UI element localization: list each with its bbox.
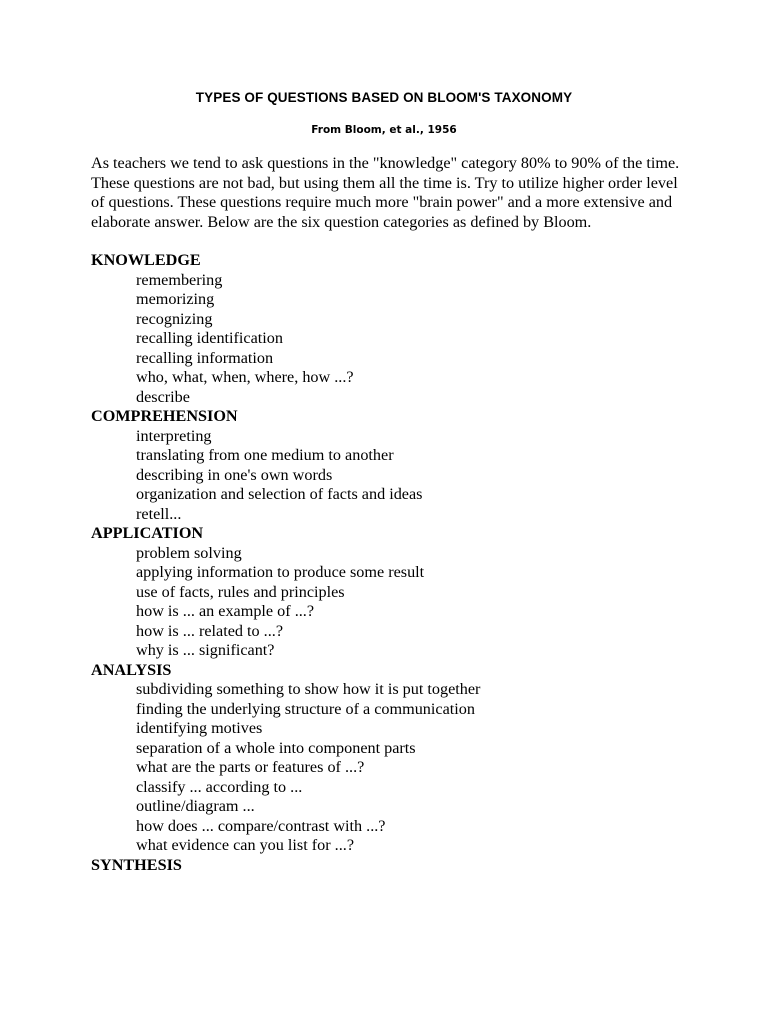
list-item: what are the parts or features of ...? [136, 758, 365, 776]
category-item-list [91, 680, 691, 856]
document-title: TYPES OF QUESTIONS BASED ON BLOOM'S TAXONOMY [195, 90, 573, 105]
list-item: how does ... compare/contrast with ...? [136, 816, 386, 835]
category-item-list [91, 544, 691, 661]
category-heading: ANALYSIS [91, 660, 172, 679]
category-heading: SYNTHESIS [91, 855, 182, 874]
category-item-list [91, 427, 691, 525]
list-item: finding the underlying structure of a communication [136, 699, 475, 718]
list-item: why is ... significant? [136, 641, 275, 659]
list-item: describe [136, 387, 190, 406]
list-item: applying information to produce some result [136, 563, 425, 581]
list-item: memorizing [136, 290, 215, 308]
list-item: retell... [136, 504, 182, 523]
list-item: how is ... related to ...? [136, 621, 283, 640]
intro-paragraph: As teachers we tend to ask questions in the "knowledge" category 80% to 90% of the time. These questions are not bad, but using them all the time is. Try to utilize higher order level of questions. These questions require much more "brain power" and a more extensive and elaborate answer. Below are the six question categories as defined by Bloom. [91, 154, 680, 231]
list-item: what evidence can you list for ...? [136, 836, 355, 854]
list-item: remembering [136, 270, 223, 289]
list-item: subdividing something to show how it is put together [136, 680, 481, 698]
category-section [91, 407, 691, 524]
list-item: problem solving [136, 543, 242, 562]
category-section [91, 661, 691, 856]
document-subtitle: From Bloom, et al., 1956 [311, 124, 457, 136]
list-item: recognizing [136, 309, 213, 328]
category-section [91, 856, 691, 876]
list-item: recalling information [136, 348, 274, 367]
list-item: translating from one medium to another [136, 446, 394, 464]
list-item: describing in one's own words [136, 465, 333, 484]
category-heading: KNOWLEDGE [91, 251, 201, 269]
category-heading: COMPREHENSION [91, 407, 238, 425]
category-heading: APPLICATION [91, 524, 204, 542]
category-section [91, 251, 691, 407]
list-item: use of facts, rules and principles [136, 582, 345, 601]
list-item: outline/diagram ... [136, 797, 255, 815]
list-item: who, what, when, where, how ...? [136, 368, 354, 386]
list-item: classify ... according to ... [136, 777, 303, 796]
list-item: interpreting [136, 426, 212, 445]
category-item-list [91, 271, 691, 408]
list-item: how is ... an example of ...? [136, 602, 315, 620]
category-section [91, 524, 691, 661]
list-item: identifying motives [136, 719, 263, 737]
list-item: separation of a whole into component parts [136, 738, 416, 757]
list-item: recalling identification [136, 329, 283, 347]
category-list [91, 251, 691, 875]
list-item: organization and selection of facts and ideas [136, 485, 423, 503]
